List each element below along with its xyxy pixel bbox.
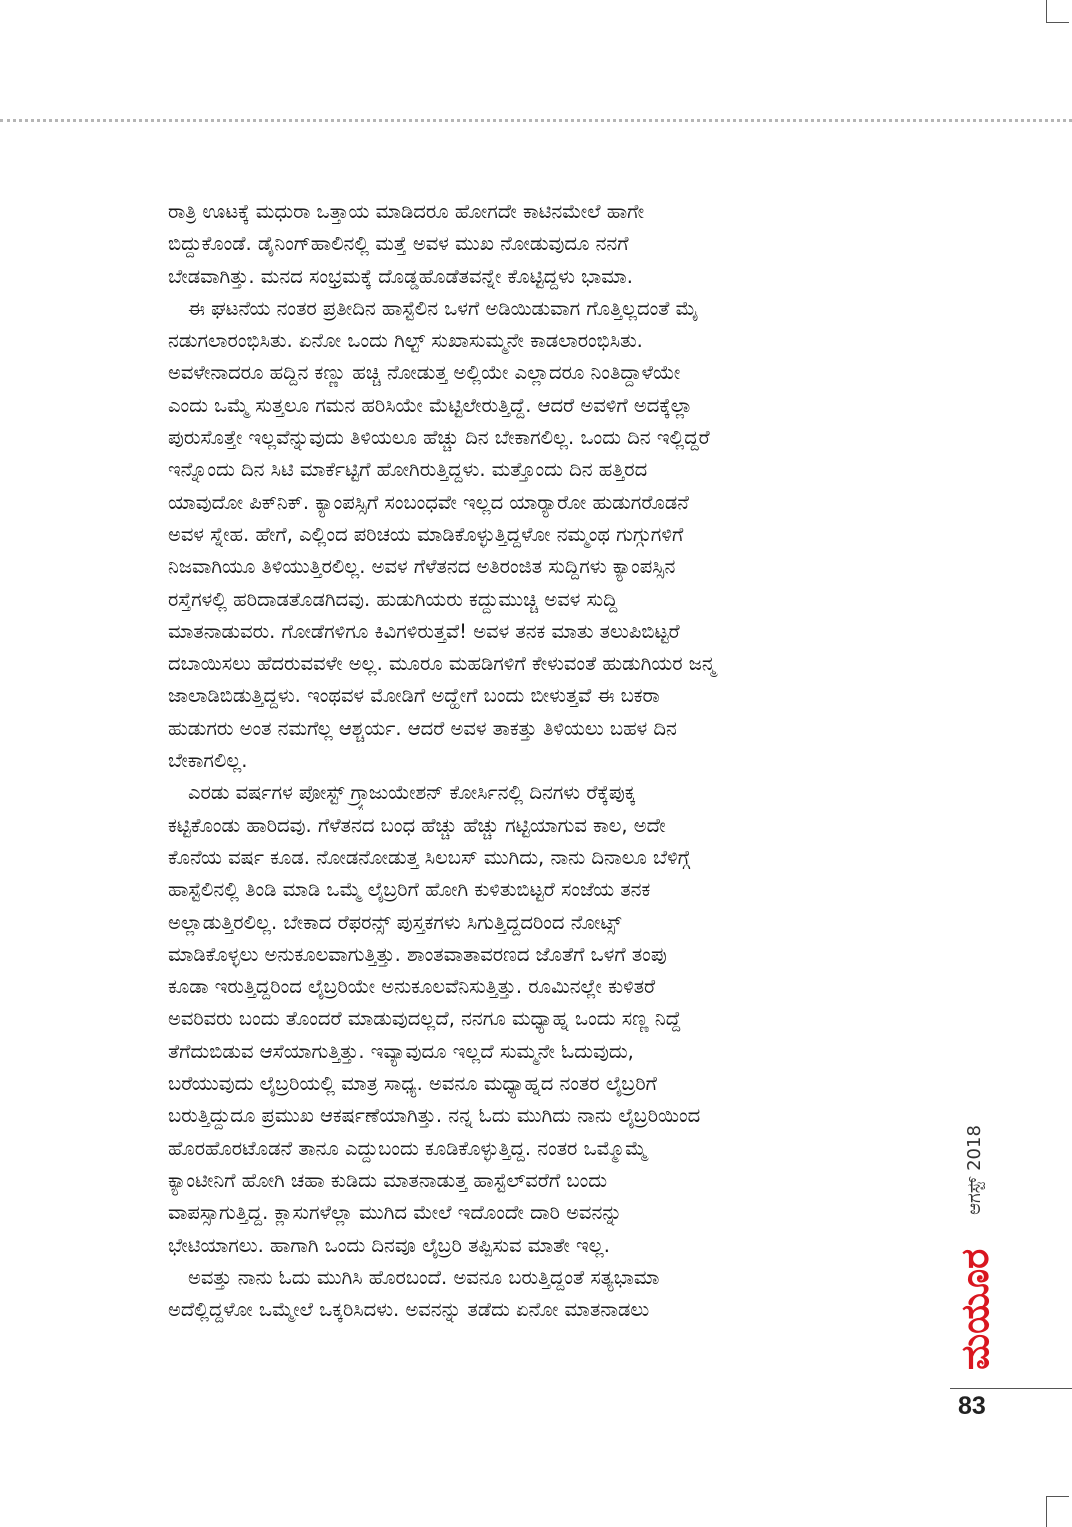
crop-mark-top — [1046, 0, 1069, 23]
text-line: ಕಟ್ಟಿಕೊಂಡು ಹಾರಿದವು. ಗೆಳೆತನದ ಬಂಧ ಹೆಚ್ಚು ಹೆಚ್ಚು ಗಟ್ಟಿಯಾಗುವ ಕಾಲ, ಅದೇ — [168, 813, 666, 837]
magazine-logo: ಮಯೂರ — [953, 1248, 997, 1370]
issue-date: ಆಗಸ್ಟ್ 2018 — [964, 1125, 985, 1215]
text-line: ಕ್ಯಾಂಟೀನಿಗೆ ಹೋಗಿ ಚಹಾ ಕುಡಿದು ಮಾತನಾಡುತ್ತ ಹಾಸ್ಟೆಲ್‌ವರೆಗೆ ಬಂದು — [168, 1168, 608, 1192]
header-dotted-rule — [0, 119, 1072, 122]
text-line: ಕೊನೆಯ ವರ್ಷ ಕೂಡ. ನೋಡನೋಡುತ್ತ ಸಿಲಬಸ್ ಮುಗಿದು, ನಾನು ದಿನಾಲೂ ಬೆಳಿಗ್ಗೆ — [168, 845, 691, 869]
text-line: ಎರಡು ವರ್ಷಗಳ ಪೋಸ್ಟ್ ಗ್ರ್ಯಾಜುಯೇಶನ್ ಕೋರ್ಸಿನಲ್ಲಿ ದಿನಗಳು ರೆಕ್ಕೆಪುಕ್ಕ — [188, 781, 636, 805]
text-line: ಕೂಡಾ ಇರುತ್ತಿದ್ದರಿಂದ ಲೈಬ್ರರಿಯೇ ಅನುಕೂಲವೆನಿಸುತ್ತಿತ್ತು. ರೂಮಿನಲ್ಲೇ ಕುಳಿತರೆ — [168, 975, 656, 999]
text-line: ಪುರುಸೊತ್ತೇ ಇಲ್ಲವೆನ್ನುವುದು ತಿಳಿಯಲೂ ಹೆಚ್ಚು ದಿನ ಬೇಕಾಗಲಿಲ್ಲ. ಒಂದು ದಿನ ಇಲ್ಲಿದ್ದರೆ — [168, 426, 710, 450]
text-line: ಅದೆಲ್ಲಿದ್ದಳೋ ಒಮ್ಮೇಲೆ ಒಕ್ಕರಿಸಿದಳು. ಅವನನ್ನು ತಡೆದು ಏನೋ ಮಾತನಾಡಲು — [168, 1298, 650, 1322]
text-line: ರಸ್ತೆಗಳಲ್ಲಿ ಹರಿದಾಡತೊಡಗಿದವು. ಹುಡುಗಿಯರು ಕದ್ದುಮುಚ್ಚಿ ಅವಳ ಸುದ್ದಿ — [168, 587, 618, 611]
text-line: ಅವರಿವರು ಬಂದು ತೊಂದರೆ ಮಾಡುವುದಲ್ಲದೆ, ನನಗೂ ಮಧ್ಯಾಹ್ನ ಒಂದು ಸಣ್ಣ ನಿದ್ದೆ — [168, 1007, 681, 1031]
footer-rule — [950, 1388, 1072, 1389]
text-line: ಹಾಸ್ಟೆಲಿನಲ್ಲಿ ತಿಂಡಿ ಮಾಡಿ ಒಮ್ಮೆ ಲೈಬ್ರರಿಗೆ ಹೋಗಿ ಕುಳಿತುಬಿಟ್ಟರೆ ಸಂಜೆಯ ತನಕ — [168, 878, 651, 902]
text-line: ಈ ಘಟನೆಯ ನಂತರ ಪ್ರತೀದಿನ ಹಾಸ್ಟೆಲಿನ ಒಳಗೆ ಅಡಿಯಿಡುವಾಗ ಗೊತ್ತಿಲ್ಲದಂತೆ ಮೈ — [188, 296, 699, 320]
text-line: ಮಾತನಾಡುವರು. ಗೋಡೆಗಳಿಗೂ ಕಿವಿಗಳಿರುತ್ತವೆ! ಅವಳ ತನಕ ಮಾತು ತಲುಪಿಬಿಟ್ಟರೆ — [168, 619, 680, 643]
text-line: ವಾಪಸ್ಸಾಗುತ್ತಿದ್ದ. ಕ್ಲಾಸುಗಳೆಲ್ಲಾ ಮುಗಿದ ಮೇಲೆ ಇದೊಂದೇ ದಾರಿ ಅವನನ್ನು — [168, 1201, 622, 1225]
text-line: ಅಲ್ಲಾಡುತ್ತಿರಲಿಲ್ಲ. ಬೇಕಾದ ರೆಫರನ್ಸ್ ಪುಸ್ತಕಗಳು ಸಿಗುತ್ತಿದ್ದದರಿಂದ ನೋಟ್ಸ್ — [168, 910, 622, 934]
text-line: ಎಂದು ಒಮ್ಮೆ ಸುತ್ತಲೂ ಗಮನ ಹರಿಸಿಯೇ ಮೆಟ್ಟಿಲೇರುತ್ತಿದ್ದೆ. ಆದರೆ ಅವಳಿಗೆ ಅದಕ್ಕೆಲ್ಲಾ — [168, 393, 693, 417]
text-line: ನಡುಗಲಾರಂಭಿಸಿತು. ಏನೋ ಒಂದು ಗಿಲ್ಟ್ ಸುಖಾಸುಮ್ಮನೇ ಕಾಡಲಾರಂಭಿಸಿತು. — [168, 329, 643, 353]
text-line: ಬರೆಯುವುದು ಲೈಬ್ರರಿಯಲ್ಲಿ ಮಾತ್ರ ಸಾಧ್ಯ. ಅವನೂ ಮಧ್ಯಾಹ್ನದ ನಂತರ ಲೈಬ್ರರಿಗೆ — [168, 1072, 657, 1096]
text-line: ನಿಜವಾಗಿಯೂ ತಿಳಿಯುತ್ತಿರಲಿಲ್ಲ. ಅವಳ ಗೆಳೆತನದ ಅತಿರಂಜಿತ ಸುದ್ದಿಗಳು ಕ್ಯಾಂಪಸ್ಸಿನ — [168, 555, 676, 579]
text-line: ಹುಡುಗರು ಅಂತ ನಮಗೆಲ್ಲ ಆಶ್ಚರ್ಯ. ಆದರೆ ಅವಳ ತಾಕತ್ತು ತಿಳಿಯಲು ಬಹಳ ದಿನ — [168, 716, 677, 740]
text-line: ಭೇಟಿಯಾಗಲು. ಹಾಗಾಗಿ ಒಂದು ದಿನವೂ ಲೈಬ್ರರಿ ತಪ್ಪಿಸುವ ಮಾತೇ ಇಲ್ಲ. — [168, 1233, 610, 1257]
text-line: ಇನ್ನೊಂದು ದಿನ ಸಿಟಿ ಮಾರ್ಕೆಟ್ಟಿಗೆ ಹೋಗಿರುತ್ತಿದ್ದಳು. ಮತ್ತೊಂದು ದಿನ ಹತ್ತಿರದ — [168, 458, 648, 482]
text-line: ಬೇಕಾಗಲಿಲ್ಲ. — [168, 749, 248, 773]
paragraph-4 — [168, 1262, 916, 1327]
text-line: ಅವಳೇನಾದರೂ ಹದ್ದಿನ ಕಣ್ಣು ಹಚ್ಚಿ ನೋಡುತ್ತ ಅಲ್ಲಿಯೇ ಎಲ್ಲಾದರೂ ನಿಂತಿದ್ದಾಳೆಯೇ — [168, 361, 681, 385]
text-line: ರಾತ್ರಿ ಊಟಕ್ಕೆ ಮಧುರಾ ಒತ್ತಾಯ ಮಾಡಿದರೂ ಹೋಗದೇ ಕಾಟಿನಮೇಲೆ ಹಾಗೇ — [168, 200, 645, 223]
paragraph-3 — [168, 777, 916, 1261]
text-line: ತೆಗೆದುಬಿಡುವ ಆಸೆಯಾಗುತ್ತಿತ್ತು. ಇವ್ಯಾವುದೂ ಇಲ್ಲದೆ ಸುಮ್ಮನೇ ಓದುವುದು, — [168, 1039, 634, 1063]
text-line: ಬೇಡವಾಗಿತ್ತು. ಮನದ ಸಂಭ್ರಮಕ್ಕೆ ದೊಡ್ಡಹೊಡೆತವನ್ನೇ ಕೊಟ್ಟಿದ್ದಳು ಭಾಮಾ. — [168, 264, 633, 288]
text-line: ಅವತ್ತು ನಾನು ಓದು ಮುಗಿಸಿ ಹೊರಬಂದೆ. ಅವನೂ ಬರುತ್ತಿದ್ದಂತೆ ಸತ್ಯಭಾಮಾ — [188, 1265, 660, 1289]
text-line: ಅವಳ ಸ್ನೇಹ. ಹೇಗೆ, ಎಲ್ಲಿಂದ ಪರಿಚಯ ಮಾಡಿಕೊಳ್ಳುತ್ತಿದ್ದಳೋ ನಮ್ಮಂಥ ಗುಗ್ಗುಗಳಿಗೆ — [168, 522, 684, 546]
paragraph-2 — [168, 293, 916, 777]
crop-mark-bottom — [1046, 1496, 1069, 1527]
paragraph-1 — [168, 196, 916, 293]
text-line: ಮಾಡಿಕೊಳ್ಳಲು ಅನುಕೂಲವಾಗುತ್ತಿತ್ತು. ಶಾಂತವಾತಾವರಣದ ಜೊತೆಗೆ ಒಳಗೆ ತಂಪು — [168, 942, 667, 966]
text-line: ದಬಾಯಿಸಲು ಹೆದರುವವಳೇ ಅಲ್ಲ. ಮೂರೂ ಮಹಡಿಗಳಿಗೆ ಕೇಳುವಂತೆ ಹುಡುಗಿಯರ ಜನ್ಮ — [168, 652, 716, 676]
text-line: ಜಾಲಾಡಿಬಿಡುತ್ತಿದ್ದಳು. ಇಂಥವಳ ಮೋಡಿಗೆ ಅದ್ಹೇಗೆ ಬಂದು ಬೀಳುತ್ತವೆ ಈ ಬಕರಾ — [168, 684, 660, 708]
text-line: ಯಾವುದೋ ಪಿಕ್‌ನಿಕ್. ಕ್ಯಾಂಪಸ್ಸಿಗೆ ಸಂಬಂಧವೇ ಇಲ್ಲದ ಯಾರ್‍ಯಾರೋ ಹುಡುಗರೊಡನೆ — [168, 490, 689, 514]
page-number: 83 — [958, 1392, 986, 1420]
text-line: ಹೊರಹೊರಟೊಡನೆ ತಾನೂ ಎದ್ದುಬಂದು ಕೂಡಿಕೊಳ್ಳುತ್ತಿದ್ದ. ನಂತರ ಒಮ್ಮೊಮ್ಮೆ — [168, 1136, 648, 1160]
text-line: ಬರುತ್ತಿದ್ದುದೂ ಪ್ರಮುಖ ಆಕರ್ಷಣೆಯಾಗಿತ್ತು. ನನ್ನ ಓದು ಮುಗಿದು ನಾನು ಲೈಬ್ರರಿಯಿಂದ — [168, 1104, 701, 1128]
text-line: ಬಿದ್ದುಕೊಂಡೆ. ಡೈನಿಂಗ್‌ಹಾಲಿನಲ್ಲಿ ಮತ್ತೆ ಅವಳ ಮುಖ ನೋಡುವುದೂ ನನಗೆ — [168, 232, 629, 256]
article-body — [168, 196, 916, 1326]
